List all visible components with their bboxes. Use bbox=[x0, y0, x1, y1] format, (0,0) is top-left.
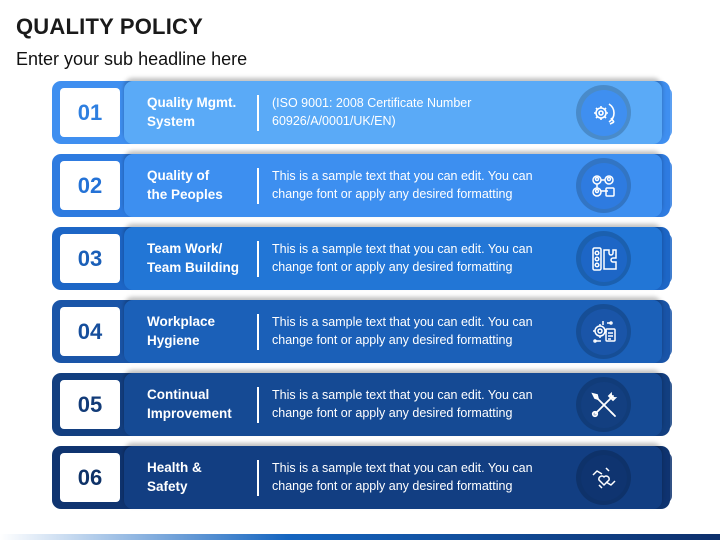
policy-row-5 bbox=[52, 373, 670, 436]
policy-row-1 bbox=[52, 81, 670, 144]
row-desc-line2: change font or apply any desired formatting bbox=[272, 259, 513, 274]
icon-ring bbox=[576, 377, 631, 432]
row-number: 02 bbox=[60, 161, 120, 210]
policy-row-6 bbox=[52, 446, 670, 509]
bottom-accent-strip bbox=[0, 534, 720, 540]
policy-row-3 bbox=[52, 227, 670, 290]
row-description bbox=[272, 241, 562, 276]
row-desc-line2: change font or apply any desired formatting bbox=[272, 478, 513, 493]
row-desc-line1: This is a sample text that you can edit. You can bbox=[272, 315, 533, 329]
row-desc-line2: change font or apply any desired formatting bbox=[272, 332, 513, 347]
circuit-gear-icon bbox=[581, 309, 627, 355]
row-divider bbox=[257, 460, 259, 496]
row-desc-line1: This is a sample text that you can edit. You can bbox=[272, 242, 533, 256]
row-desc-line1: This is a sample text that you can edit. You can bbox=[272, 388, 533, 402]
wrench-screwdriver-icon bbox=[581, 382, 627, 428]
policy-row-2 bbox=[52, 154, 670, 217]
row-desc-line1: This is a sample text that you can edit. You can bbox=[272, 169, 533, 183]
page-subtitle: Enter your sub headline here bbox=[16, 49, 248, 69]
icon-ring bbox=[576, 450, 631, 505]
row-label-line2: Hygiene bbox=[147, 333, 200, 348]
row-label bbox=[147, 458, 252, 496]
row-description bbox=[272, 314, 562, 349]
row-description bbox=[272, 387, 562, 422]
row-number: 06 bbox=[60, 453, 120, 502]
row-label bbox=[147, 166, 252, 204]
row-number: 03 bbox=[60, 234, 120, 283]
row-number: 05 bbox=[60, 380, 120, 429]
row-label-line2: System bbox=[147, 114, 196, 129]
row-label bbox=[147, 93, 252, 131]
row-label-line2: Improvement bbox=[147, 406, 232, 421]
row-desc-line1: This is a sample text that you can edit. You can bbox=[272, 461, 533, 475]
row-desc-line1: (ISO 9001: 2008 Certificate Number bbox=[272, 96, 472, 110]
gear-hand-icon bbox=[581, 90, 627, 136]
row-label bbox=[147, 312, 252, 350]
row-label-line1: Quality of bbox=[147, 168, 210, 183]
row-label-line1: Workplace bbox=[147, 314, 216, 329]
people-network-icon bbox=[581, 163, 627, 209]
row-divider bbox=[257, 168, 259, 204]
row-description bbox=[272, 95, 562, 130]
puzzle-team-icon bbox=[581, 236, 627, 282]
icon-ring bbox=[576, 304, 631, 359]
row-desc-line2: 60926/A/0001/UK/EN) bbox=[272, 113, 396, 128]
row-description bbox=[272, 168, 562, 203]
row-description bbox=[272, 460, 562, 495]
row-divider bbox=[257, 387, 259, 423]
row-label-line1: Quality Mgmt. bbox=[147, 95, 237, 110]
row-label bbox=[147, 385, 252, 423]
row-label bbox=[147, 239, 252, 277]
row-desc-line2: change font or apply any desired formatting bbox=[272, 405, 513, 420]
icon-ring bbox=[576, 231, 631, 286]
row-label-line1: Team Work/ bbox=[147, 241, 223, 256]
row-divider bbox=[257, 95, 259, 131]
icon-ring bbox=[576, 85, 631, 140]
row-divider bbox=[257, 314, 259, 350]
heart-hands-icon bbox=[581, 455, 627, 501]
row-label-line2: Team Building bbox=[147, 260, 240, 275]
row-label-line2: Safety bbox=[147, 479, 188, 494]
row-desc-line2: change font or apply any desired formatting bbox=[272, 186, 513, 201]
page-title: QUALITY POLICY bbox=[16, 14, 203, 39]
row-label-line2: the Peoples bbox=[147, 187, 223, 202]
policy-row-4 bbox=[52, 300, 670, 363]
row-label-line1: Continual bbox=[147, 387, 210, 402]
row-number: 01 bbox=[60, 88, 120, 137]
row-label-line1: Health & bbox=[147, 460, 202, 475]
row-number: 04 bbox=[60, 307, 120, 356]
row-divider bbox=[257, 241, 259, 277]
icon-ring bbox=[576, 158, 631, 213]
